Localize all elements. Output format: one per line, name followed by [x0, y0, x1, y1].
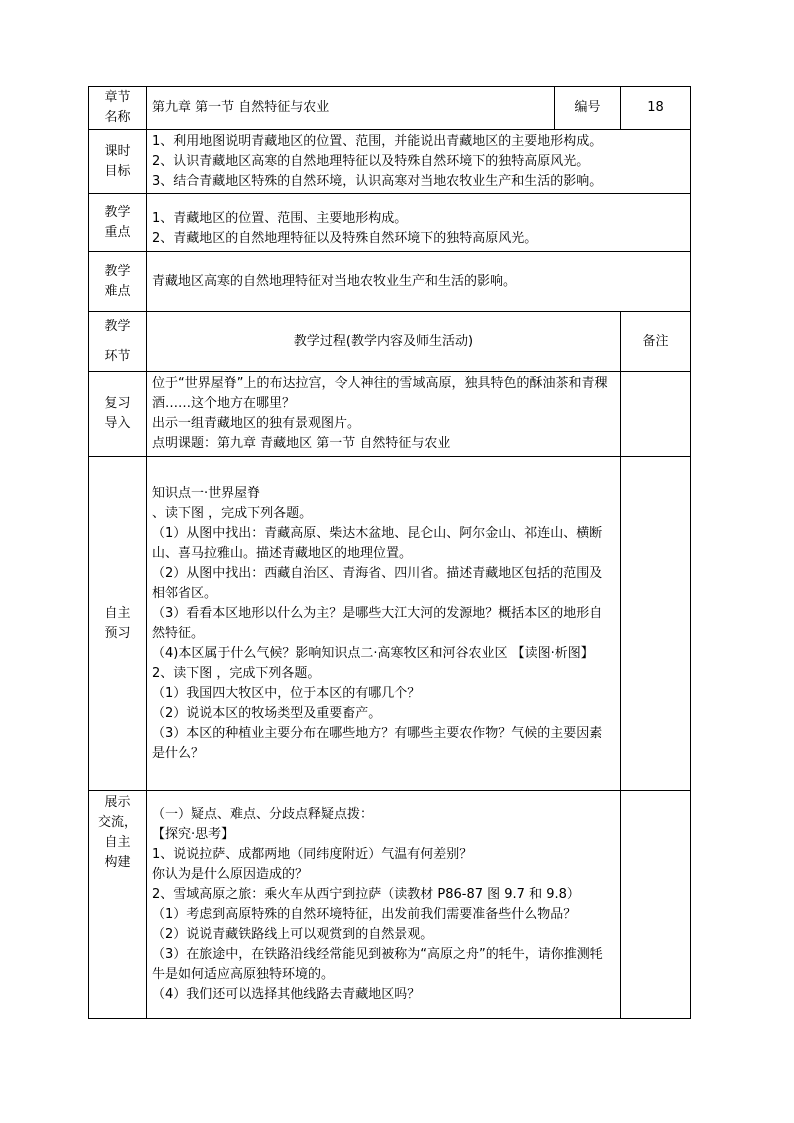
exchange-row	[89, 791, 691, 1019]
objective-line: 3、结合青藏地区特殊的自然环境，认识高寒对当地农牧业生产和生活的影响。	[152, 173, 603, 189]
preview-line: 、读下图 ，完成下列各题。	[152, 505, 313, 521]
label-line: 自主	[104, 605, 131, 621]
label-line: 自主	[104, 835, 131, 850]
review-row	[89, 372, 691, 457]
chapter-label	[89, 87, 147, 130]
preview-label	[89, 457, 147, 791]
difficult-points-label	[89, 252, 147, 312]
review-line: 点明课题：第九章 青藏地区 第一节 自然特征与农业	[152, 436, 451, 451]
preview-line: （2）说说本区的牧场类型及重要畜产。	[152, 705, 382, 721]
label-line: 重点	[104, 224, 131, 240]
preview-line: （2）从图中找出：西藏自治区、青海省、四川省。描述青藏地区包括的范围及相邻省区。	[152, 565, 603, 601]
exchange-content	[147, 791, 621, 1019]
label-line: 课时	[104, 143, 131, 159]
exchange-note	[621, 791, 691, 1019]
exchange-line: （4）我们还可以选择其他线路去青藏地区吗？	[152, 986, 421, 1002]
label-line: 教学	[104, 318, 131, 334]
difficult-points-content	[147, 252, 691, 312]
label-line: 展示	[104, 795, 131, 810]
chapter-title: 第九章 第一节 自然特征与农业	[147, 87, 555, 130]
exchange-line: 【探究·思考】	[152, 826, 235, 842]
number-value: 18	[621, 87, 691, 130]
key-point-line: 1、青藏地区的位置、范围、主要地形构成。	[152, 210, 408, 226]
exchange-line: （3）在旅途中，在铁路沿线经常能见到被称为“高原之舟”的牦牛，请你推测牦牛是如何适应高原独特环境的。	[152, 946, 603, 982]
process-title: 教学过程(教学内容及师生活动)	[147, 312, 621, 372]
preview-line: （1）从图中找出：青藏高原、柴达木盆地、昆仑山、阿尔金山、祁连山、横断山、喜马拉雅山。描述青藏地区的地理位置。	[152, 525, 603, 561]
exchange-label	[89, 791, 147, 1019]
process-header-row	[89, 312, 691, 372]
label-line: 教学	[104, 204, 131, 220]
exchange-line: 你认为是什么原因造成的？	[152, 866, 309, 882]
exchange-line: （一）疑点、难点、分歧点释疑点拨：	[152, 806, 374, 822]
review-line: 出示一组青藏地区的独有景观图片。	[152, 416, 361, 431]
header-row	[89, 87, 691, 130]
preview-line: （1）我国四大牧区中，位于本区的有哪几个？	[152, 685, 421, 701]
review-content	[147, 372, 621, 457]
objective-line: 1、利用地图说明青藏地区的位置、范围，并能说出青藏地区的主要地形构成。	[152, 133, 603, 149]
label-line: 构建	[104, 855, 131, 870]
number-label: 编号	[555, 87, 621, 130]
label-line: 章节	[104, 90, 131, 105]
objectives-row	[89, 130, 691, 194]
label-line: 预习	[104, 625, 131, 641]
review-note	[621, 372, 691, 457]
label-line: 环节	[104, 348, 131, 364]
label-line: 复习	[104, 396, 131, 411]
label-line: 导入	[104, 416, 131, 431]
label-line: 交流，	[97, 815, 137, 830]
label-line: 目标	[104, 163, 131, 179]
process-stage-label	[89, 312, 147, 372]
preview-content	[147, 457, 621, 791]
label-line: 难点	[104, 283, 131, 299]
exchange-line: 2、雪域高原之旅：乘火车从西宁到拉萨（读教材 P86-87 图 9.7 和 9.8）	[152, 886, 580, 902]
label-line: 名称	[104, 110, 131, 125]
preview-line: 知识点一·世界屋脊	[152, 485, 261, 501]
label-line: 教学	[104, 263, 131, 279]
preview-line: 2、读下图 ，完成下列各题。	[152, 665, 321, 681]
note-title: 备注	[621, 312, 691, 372]
exchange-line: （2）说说青藏铁路线上可以观赏到的自然景观。	[152, 926, 434, 942]
key-point-line: 2、青藏地区的自然地理特征以及特殊自然环境下的独特高原风光。	[152, 230, 538, 246]
preview-note	[621, 457, 691, 791]
preview-line: （3）本区的种植业主要分布在哪些地方？有哪些主要农作物？气候的主要因素是什么？	[152, 725, 603, 761]
exchange-line: （1）考虑到高原特殊的自然环境特征，出发前我们需要准备些什么物品？	[152, 906, 577, 922]
preview-row	[89, 457, 691, 791]
review-line: 位于“世界屋脊”上的布达拉宫，令人神往的雪域高原，独具特色的酥油茶和青稞酒……这个地方在哪里？	[152, 376, 608, 411]
objectives-content	[147, 130, 691, 194]
key-points-row	[89, 194, 691, 252]
difficult-points-row	[89, 252, 691, 312]
preview-line: （4)本区属于什么气候？影响知识点二·高寒牧区和河谷农业区 【读图·析图】	[152, 645, 594, 661]
exchange-line: 1、说说拉萨、成都两地（同纬度附近）气温有何差别？	[152, 846, 473, 862]
difficult-point-line: 青藏地区高寒的自然地理特征对当地农牧业生产和生活的影响。	[152, 273, 517, 289]
lesson-plan-table	[88, 86, 691, 1019]
objectives-label	[89, 130, 147, 194]
review-label	[89, 372, 147, 457]
key-points-label	[89, 194, 147, 252]
key-points-content	[147, 194, 691, 252]
objective-line: 2、认识青藏地区高寒的自然地理特征以及特殊自然环境下的独特高原风光。	[152, 153, 590, 169]
preview-line: （3）看看本区地形以什么为主？是哪些大江大河的发源地？概括本区的地形自然特征。	[152, 605, 603, 641]
